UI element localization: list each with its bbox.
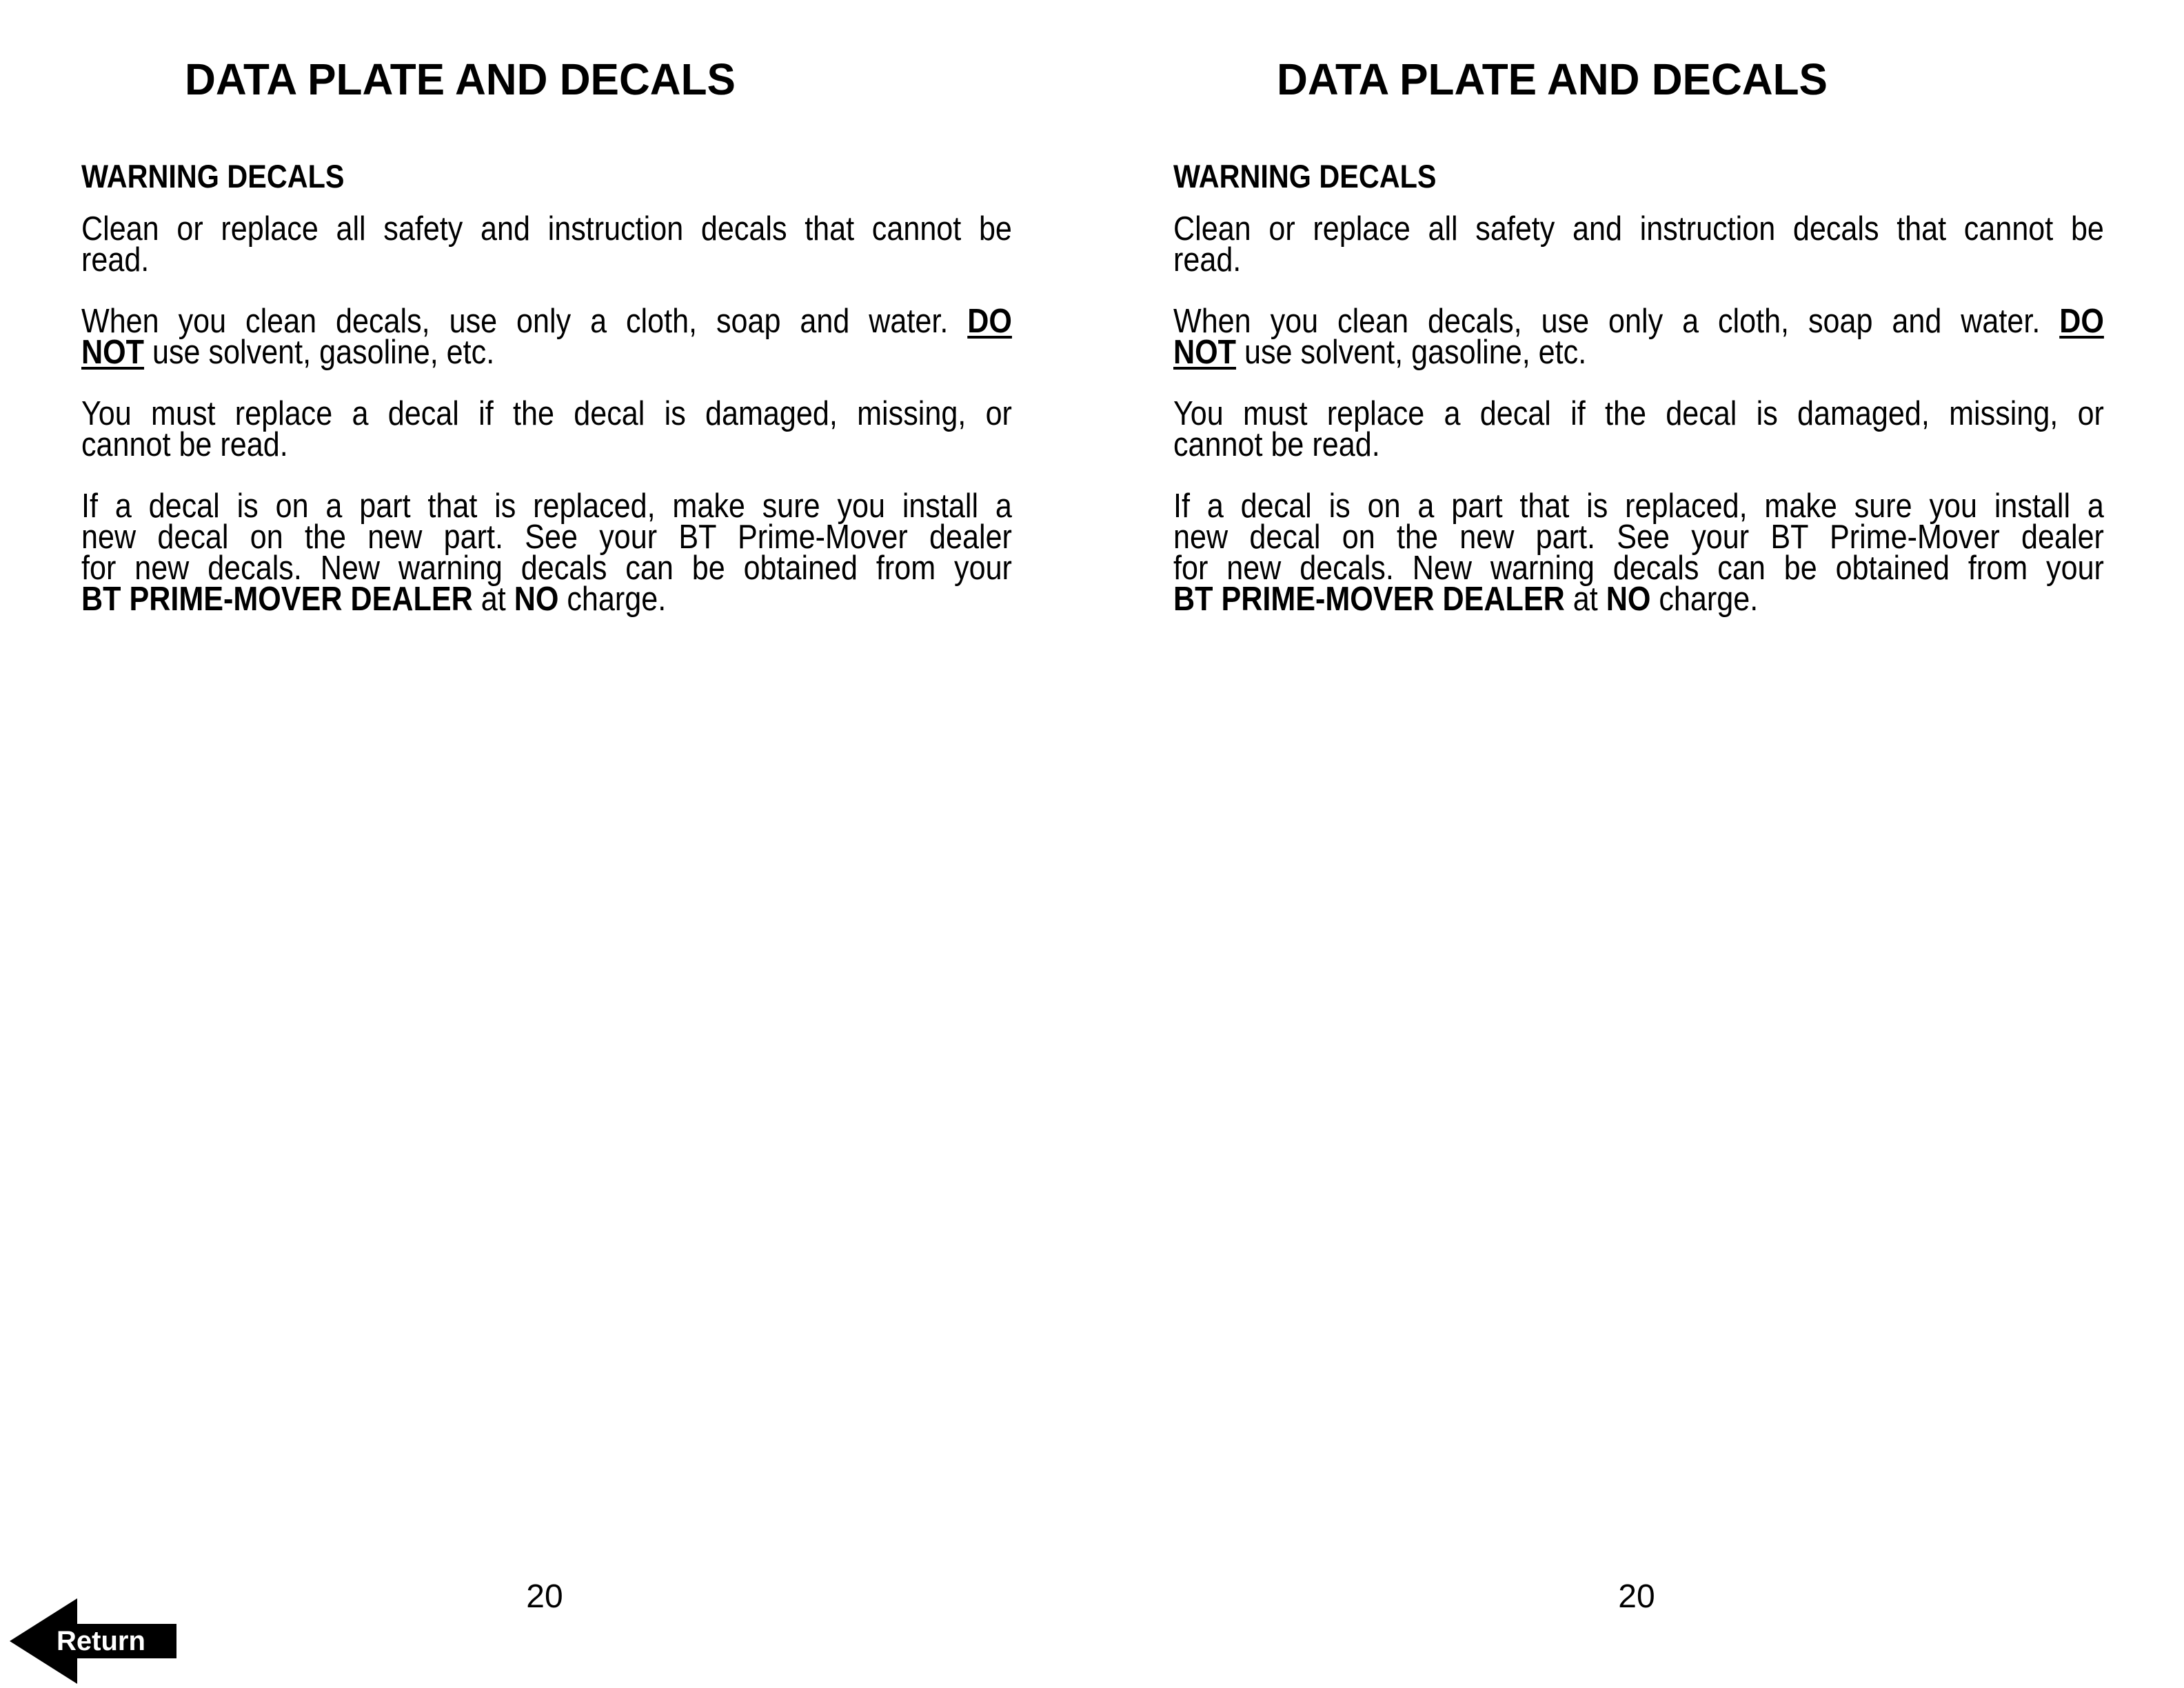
text-line — [81, 581, 1012, 618]
section-heading: WARNING DECALS — [81, 158, 345, 194]
text-line: read. — [1173, 241, 1242, 279]
page-number: 20 — [1618, 1578, 1655, 1615]
text-line — [81, 303, 1012, 340]
text-line: You must replace a decal if the decal is damaged, missing, or — [81, 395, 1012, 432]
text-line — [1173, 581, 2104, 618]
emphasis-do: DO — [2059, 303, 2104, 340]
text-span: charge. — [1650, 581, 1759, 618]
no-emphasis: NO — [514, 581, 559, 618]
page-content — [81, 157, 1012, 645]
page-content — [1173, 157, 2104, 645]
text-span: at — [472, 581, 514, 618]
return-button[interactable] — [10, 1598, 179, 1684]
text-line: for new decals. New warning decals can be obtained from your — [81, 550, 1012, 587]
text-span: use solvent, gasoline, etc. — [1236, 334, 1587, 371]
text-line: If a decal is on a part that is replaced, make sure you install a — [1173, 488, 2104, 525]
text-line — [1173, 303, 2104, 340]
text-line: Clean or replace all safety and instruction decals that cannot be — [1173, 210, 2104, 248]
text-span: When you clean decals, use only a cloth, soap and water. — [1173, 303, 2060, 340]
text-line: cannot be read. — [1173, 426, 1380, 463]
emphasis-not: NOT — [1173, 334, 1237, 371]
text-span: at — [1564, 581, 1606, 618]
paragraph-replace — [1173, 395, 2104, 463]
paragraph-clean-replace — [1173, 210, 2104, 279]
text-line — [1173, 334, 2104, 371]
paragraph-clean-replace — [81, 210, 1012, 279]
paragraph-new-decal — [81, 488, 1012, 618]
text-line: read. — [81, 241, 150, 279]
text-line — [81, 334, 1012, 371]
text-line: new decal on the new part. See your BT Prime-Mover dealer — [1173, 519, 2104, 556]
text-span: charge. — [558, 581, 667, 618]
page-number: 20 — [526, 1578, 563, 1615]
text-line: new decal on the new part. See your BT Prime-Mover dealer — [81, 519, 1012, 556]
paragraph-cleaning — [81, 303, 1012, 371]
section-heading: WARNING DECALS — [1173, 158, 1437, 194]
emphasis-do: DO — [967, 303, 1012, 340]
text-line: You must replace a decal if the decal is damaged, missing, or — [1173, 395, 2104, 432]
dealer-emphasis: BT PRIME-MOVER DEALER — [1173, 581, 1565, 618]
no-emphasis: NO — [1606, 581, 1651, 618]
page-title: DATA PLATE AND DECALS — [1277, 54, 1828, 104]
text-span: use solvent, gasoline, etc. — [144, 334, 495, 371]
return-label: Return — [57, 1626, 145, 1656]
text-line: cannot be read. — [81, 426, 288, 463]
paragraph-new-decal — [1173, 488, 2104, 618]
text-line: If a decal is on a part that is replaced, make sure you install a — [81, 488, 1012, 525]
page-title: DATA PLATE AND DECALS — [185, 54, 736, 104]
text-line: Clean or replace all safety and instruction decals that cannot be — [81, 210, 1012, 248]
right-page — [1092, 0, 2184, 1688]
dealer-emphasis: BT PRIME-MOVER DEALER — [81, 581, 473, 618]
text-span: When you clean decals, use only a cloth, soap and water. — [81, 303, 968, 340]
text-line: for new decals. New warning decals can be obtained from your — [1173, 550, 2104, 587]
paragraph-cleaning — [1173, 303, 2104, 371]
paragraph-replace — [81, 395, 1012, 463]
emphasis-not: NOT — [81, 334, 145, 371]
